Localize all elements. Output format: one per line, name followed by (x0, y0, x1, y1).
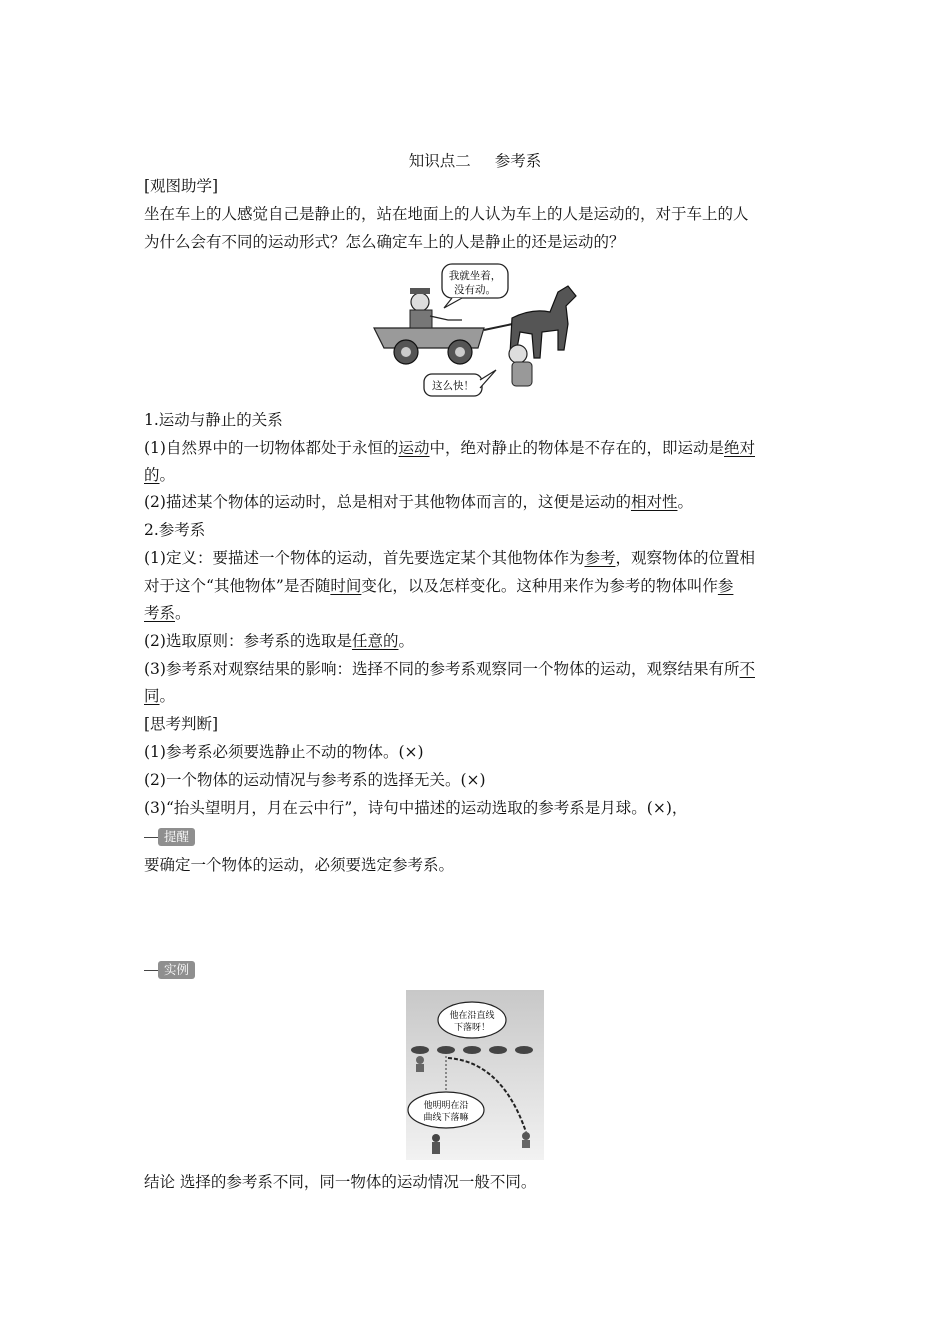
observe-text-2: 为什么会有不同的运动形式？怎么确定车上的人是静止的还是运动的？ (144, 233, 625, 251)
think-q2: (2)一个物体的运动情况与参考系的选择无关。(×) (144, 771, 486, 789)
blank-answer: 不 (739, 660, 755, 678)
section-1-heading: 1.运动与静止的关系 (144, 411, 283, 429)
tip-tag (144, 828, 195, 846)
bubble2-bottom-line2: 曲线下落嘛 (423, 1113, 469, 1123)
title-sub: 参考系 (494, 152, 542, 170)
tip-text: 要确定一个物体的运动，必须要选定参考系。 (144, 856, 455, 874)
example-tag (144, 961, 195, 979)
blank-answer: 的 (144, 466, 160, 484)
s2-effect-line2: 同。 (144, 687, 176, 705)
blank-answer: 相对性 (630, 493, 678, 511)
s2-def-line3: 考系。 (144, 604, 191, 622)
blank-answer: 考系 (144, 604, 176, 622)
blank-answer: 绝对 (724, 439, 756, 457)
bubble2-top-line2: 下落呀！ (453, 1023, 491, 1033)
s1-p1-line1: (1)自然界中的一切物体都处于永恒的运动中，绝对静止的物体是不存在的，即运动是绝对 (144, 439, 756, 457)
rider-head (411, 293, 429, 311)
s2-principle: (2)选取原则：参考系的选取是任意的。 (144, 632, 414, 650)
blank-answer: 同 (144, 687, 160, 705)
section-2-heading: 2.参考系 (144, 521, 206, 539)
s1-p2: (2)描述某个物体的运动时，总是相对于其他物体而言的，这便是运动的相对性。 (144, 493, 693, 511)
bubble-bottom: 这么快！ (432, 380, 474, 392)
falling-object-illustration (406, 990, 544, 1160)
think-q1: (1)参考系必须要选静止不动的物体。(×) (144, 743, 424, 761)
conclusion-text: 结论 选择的参考系不同，同一物体的运动情况一般不同。 (144, 1173, 537, 1191)
section-title (0, 149, 950, 171)
s2-def-line1: (1)定义：要描述一个物体的运动，首先要选定某个其他物体作为参考，观察物体的位置相 (144, 549, 755, 567)
think-label: [思考判断] (144, 715, 219, 733)
tip-tag-label: 提醒 (158, 828, 195, 846)
observe-text-1: 坐在车上的人感觉自己是静止的，站在地面上的人认为车上的人是运动的，对于车上的人 (144, 205, 749, 223)
blank-answer: 参考 (584, 549, 616, 567)
s2-def-line2: 对于这个“其他物体”是否随时间变化，以及怎样变化。这种用来作为参考的物体叫作参 (144, 577, 734, 595)
bubble2-bottom-line1: 他明明在沿 (423, 1101, 469, 1111)
observe-label: [观图助学] (144, 177, 219, 195)
example-tag-label: 实例 (158, 961, 195, 979)
blank-answer: 任意的 (351, 632, 399, 650)
bubble-top-line2: 没有动。 (454, 284, 496, 296)
blank-answer: 参 (717, 577, 734, 595)
cart-illustration (372, 262, 578, 400)
bubble-top-line1: 我就坐着， (448, 270, 502, 282)
s1-p1-line2: 的。 (144, 466, 176, 484)
title-main: 知识点二 (408, 152, 471, 170)
think-q3: (3)“抬头望明月，月在云中行”，诗句中描述的运动选取的参考系是月球。(×)， (144, 799, 688, 817)
s2-effect-line1: (3)参考系对观察结果的影响：选择不同的参考系观察同一个物体的运动，观察结果有所不 (144, 660, 755, 678)
blank-answer: 运动 (398, 439, 430, 457)
bubble2-top-line1: 他在沿直线 (449, 1011, 495, 1021)
observer-head (509, 345, 527, 363)
blank-answer: 时间 (330, 577, 362, 595)
